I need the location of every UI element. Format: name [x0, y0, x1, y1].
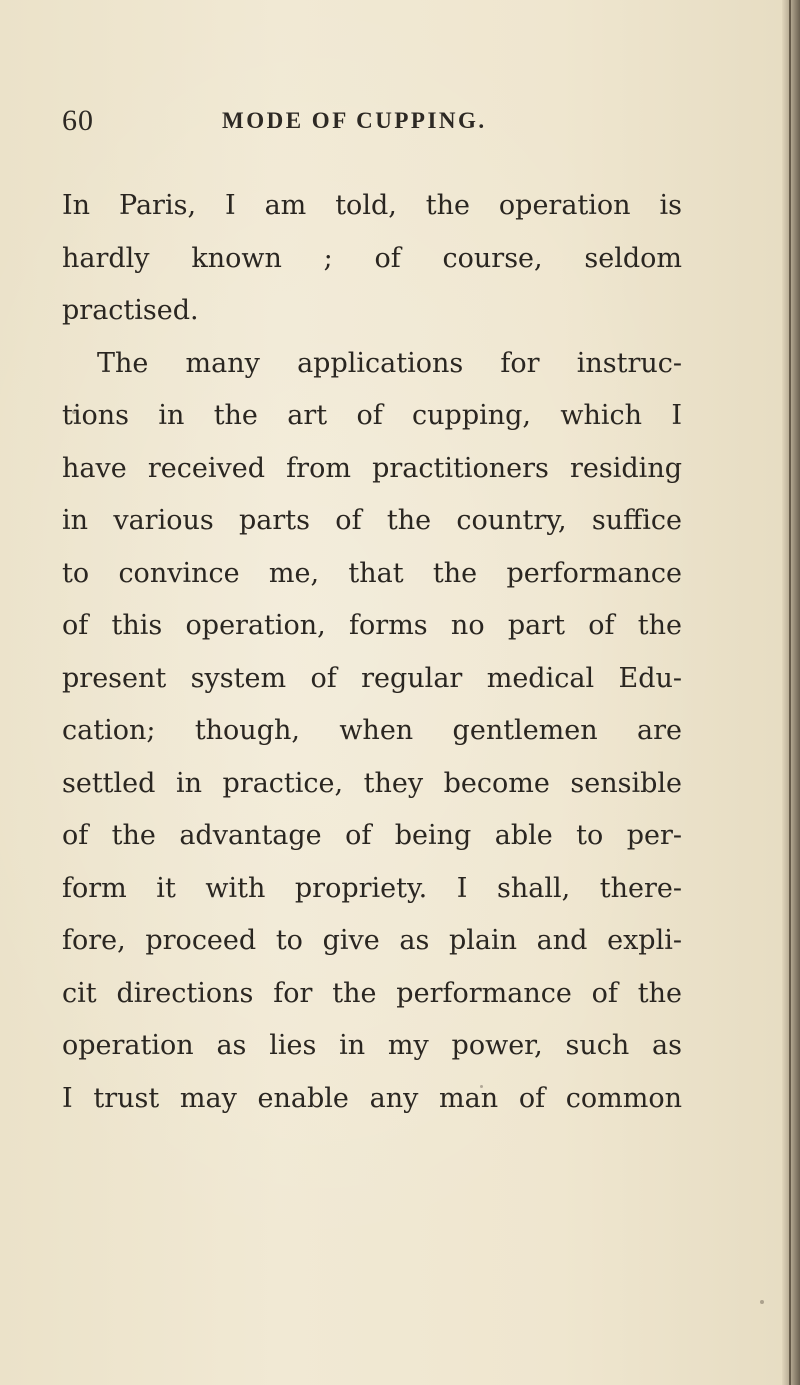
- text-line: of this operation, forms no part of the: [62, 610, 682, 641]
- text-line: In Paris, I am told, the operation is: [62, 190, 682, 221]
- text-line: practised.: [62, 295, 199, 326]
- text-line: settled in practice, they become sensible: [62, 767, 682, 799]
- paper-speck: [72, 410, 76, 414]
- text-line: I trust may enable any man of common: [62, 1082, 682, 1114]
- text-line: cit directions for the performance of the: [62, 977, 682, 1009]
- body-text: [62, 180, 682, 1125]
- text-line: The many applications for instruc-: [97, 347, 682, 379]
- text-line: cation; though, when gentlemen are: [62, 715, 682, 746]
- text-line: to convince me, that the performance: [62, 557, 682, 589]
- page-number: 60: [62, 104, 94, 137]
- text-line: present system of regular medical Edu-: [62, 662, 682, 694]
- text-line: tions in the art of cupping, which I: [62, 400, 682, 431]
- page-gutter-edge: [782, 0, 800, 1385]
- page-header: [62, 104, 682, 154]
- running-title: MODE OF CUPPING.: [222, 108, 487, 133]
- paper-speck: [480, 1085, 483, 1088]
- text-line: in various parts of the country, suffice: [62, 505, 682, 536]
- text-line: of the advantage of being able to per-: [62, 820, 682, 851]
- page-gutter-line: [789, 0, 791, 1385]
- text-line: hardly known ; of course, seldom: [62, 242, 682, 274]
- text-line: fore, proceed to give as plain and expli-: [62, 925, 682, 956]
- text-line: operation as lies in my power, such as: [62, 1030, 682, 1061]
- text-line: form it with propriety. I shall, there-: [62, 872, 682, 904]
- text-line: have received from practitioners residing: [62, 452, 682, 484]
- paper-speck: [760, 1300, 764, 1304]
